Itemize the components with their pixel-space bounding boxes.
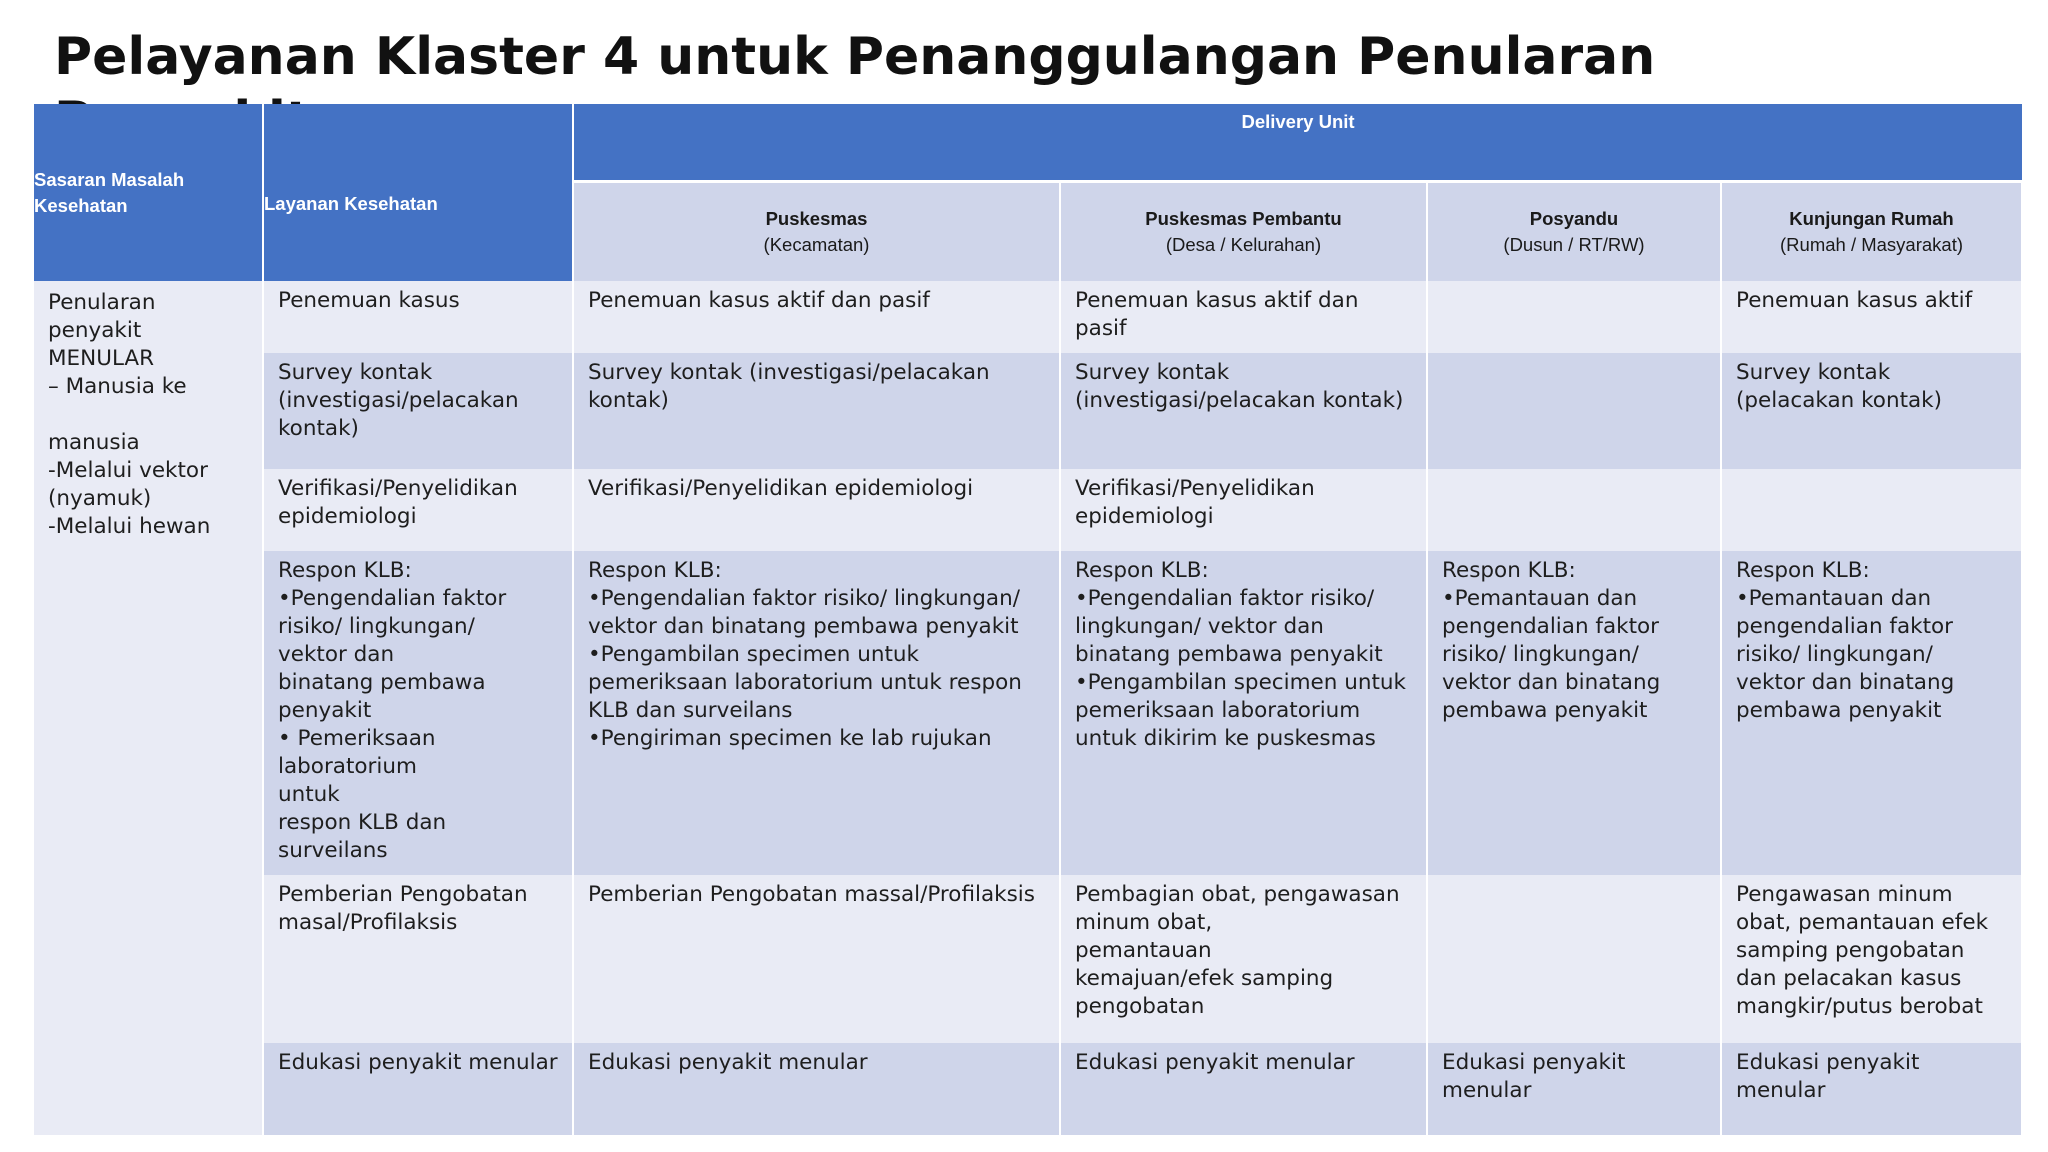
table-row bbox=[34, 551, 2022, 875]
pustu-cell: Respon KLB: •Pengendalian faktor risiko/ lingkungan/ vektor dan binatang pembawa penyakit •Pengambilan specimen untuk pemeriksaan laboratorium untuk dikirim ke puskesmas bbox=[1060, 551, 1427, 875]
unit-name: Puskesmas bbox=[765, 208, 868, 229]
pustu-cell: Survey kontak (investigasi/pelacakan kontak) bbox=[1060, 353, 1427, 469]
target-problem-cell: Penularan penyakit MENULAR – Manusia ke manusia -Melalui vektor (nyamuk) -Melalui hewan bbox=[34, 281, 263, 1135]
service-cell: Pemberian Pengobatan masal/Profilaksis bbox=[263, 875, 573, 1043]
header-unit-posyandu bbox=[1427, 182, 1721, 282]
table-row bbox=[34, 353, 2022, 469]
table-row bbox=[34, 469, 2022, 551]
puskesmas-cell: Survey kontak (investigasi/pelacakan kontak) bbox=[573, 353, 1060, 469]
header-unit-kunjungan-rumah bbox=[1721, 182, 2022, 282]
puskesmas-cell: Edukasi penyakit menular bbox=[573, 1043, 1060, 1135]
posyandu-cell bbox=[1427, 281, 1721, 353]
kunjungan-rumah-cell bbox=[1721, 469, 2022, 551]
puskesmas-cell: Respon KLB: •Pengendalian faktor risiko/ lingkungan/ vektor dan binatang pembawa penyakit •Pengambilan specimen untuk pemeriksaan laboratorium untuk respon KLB dan surveilans •Pengiriman specimen ke lab rujukan bbox=[573, 551, 1060, 875]
header-row-top bbox=[34, 104, 2022, 182]
kunjungan-rumah-cell: Pengawasan minum obat, pemantauan efek samping pengobatan dan pelacakan kasus mangkir/putus berobat bbox=[1721, 875, 2022, 1043]
service-cell: Penemuan kasus bbox=[263, 281, 573, 353]
unit-name: Kunjungan Rumah bbox=[1789, 208, 1954, 229]
kunjungan-rumah-cell: Survey kontak (pelacakan kontak) bbox=[1721, 353, 2022, 469]
pustu-cell: Pembagian obat, pengawasan minum obat, pemantauan kemajuan/efek samping pengobatan bbox=[1060, 875, 1427, 1043]
pustu-cell: Verifikasi/Penyelidikan epidemiologi bbox=[1060, 469, 1427, 551]
unit-name: Posyandu bbox=[1529, 208, 1619, 229]
puskesmas-cell: Pemberian Pengobatan massal/Profilaksis bbox=[573, 875, 1060, 1043]
puskesmas-cell: Penemuan kasus aktif dan pasif bbox=[573, 281, 1060, 353]
posyandu-cell: Edukasi penyakit menular bbox=[1427, 1043, 1721, 1135]
service-cell: Edukasi penyakit menular bbox=[263, 1043, 573, 1135]
pustu-cell: Edukasi penyakit menular bbox=[1060, 1043, 1427, 1135]
header-unit-puskesmas bbox=[573, 182, 1060, 282]
unit-area: (Kecamatan) bbox=[763, 234, 870, 255]
posyandu-cell bbox=[1427, 875, 1721, 1043]
cluster-service-table bbox=[34, 104, 2023, 1135]
slide-title: Pelayanan Klaster 4 untuk Penanggulangan Penularan bbox=[54, 27, 1656, 87]
service-cell: Respon KLB: •Pengendalian faktor risiko/ lingkungan/ vektor dan binatang pembawa penyakit • Pemeriksaan laboratorium untuk respon KLB dan surveilans bbox=[263, 551, 573, 875]
posyandu-cell bbox=[1427, 469, 1721, 551]
kunjungan-rumah-cell: Edukasi penyakit menular bbox=[1721, 1043, 2022, 1135]
unit-area: (Desa / Kelurahan) bbox=[1165, 234, 1322, 255]
table-row bbox=[34, 1043, 2022, 1135]
kunjungan-rumah-cell: Penemuan kasus aktif bbox=[1721, 281, 2022, 353]
pustu-cell: Penemuan kasus aktif dan pasif bbox=[1060, 281, 1427, 353]
table-row bbox=[34, 281, 2022, 353]
unit-area: (Dusun / RT/RW) bbox=[1503, 234, 1645, 255]
unit-area: (Rumah / Masyarakat) bbox=[1780, 234, 1964, 255]
header-service: Layanan Kesehatan bbox=[263, 104, 573, 281]
service-cell: Survey kontak (investigasi/pelacakan kontak) bbox=[263, 353, 573, 469]
posyandu-cell bbox=[1427, 353, 1721, 469]
header-target: Sasaran Masalah Kesehatan bbox=[34, 104, 263, 281]
posyandu-cell: Respon KLB: •Pemantauan dan pengendalian faktor risiko/ lingkungan/ vektor dan binatang pembawa penyakit bbox=[1427, 551, 1721, 875]
puskesmas-cell: Verifikasi/Penyelidikan epidemiologi bbox=[573, 469, 1060, 551]
header-delivery-unit-label: Delivery Unit bbox=[1241, 111, 1355, 132]
header-delivery-unit bbox=[573, 104, 2022, 182]
kunjungan-rumah-cell: Respon KLB: •Pemantauan dan pengendalian faktor risiko/ lingkungan/ vektor dan binatang pembawa penyakit bbox=[1721, 551, 2022, 875]
table-row bbox=[34, 875, 2022, 1043]
service-cell: Verifikasi/Penyelidikan epidemiologi bbox=[263, 469, 573, 551]
header-unit-pustu bbox=[1060, 182, 1427, 282]
unit-name: Puskesmas Pembantu bbox=[1145, 208, 1342, 229]
